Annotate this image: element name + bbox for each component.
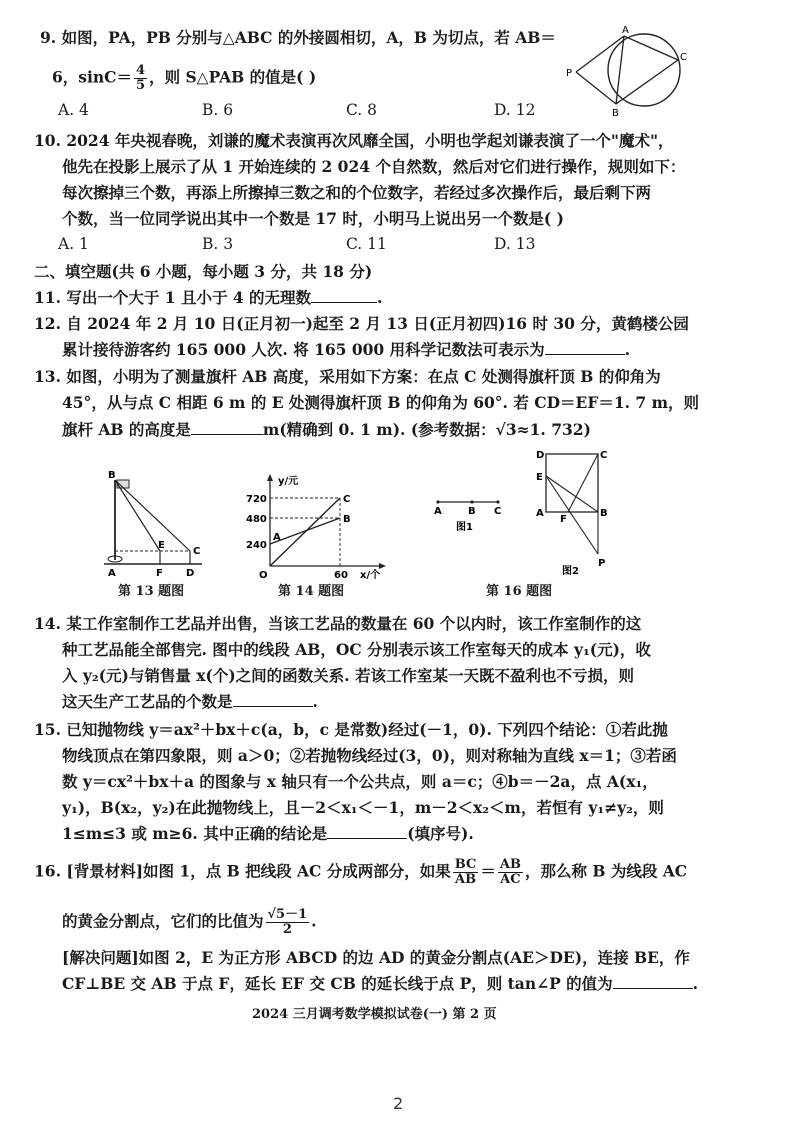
fig14-xlabel: x/个	[360, 570, 381, 580]
fig16-label-f2: F	[560, 514, 567, 525]
q14-line2: 种工艺品能全部售完. 图中的线段 AB，OC 分别表示该工作室每天的成本 y₁(元)，收	[62, 640, 651, 659]
q15-line1: 15. 已知抛物线 y＝ax²＋bx＋c(a，b，c 是常数)经过(－1，0). 下列四个结论：①若此抛	[34, 720, 668, 739]
fig16-label-b: B	[468, 506, 476, 517]
fig16-label-a2: A	[536, 508, 544, 519]
fig16-label-b2: B	[600, 508, 608, 519]
q9-line2-post: ，则 S△PAB 的值是( )	[149, 67, 317, 87]
q10-line4: 个数，当一位同学说出其中一个数是 17 时，小明马上说出另一个数是( )	[62, 209, 564, 228]
q16-line2	[62, 908, 317, 937]
fig13-label-f: F	[156, 568, 163, 578]
fig13-label-b: B	[108, 470, 116, 481]
fig16	[428, 446, 618, 578]
q10-option-c: C. 11	[346, 235, 387, 253]
q16-line2-pre: 的黄金分割点，它们的比值为	[62, 911, 264, 931]
fig14-ytick-720: 720	[246, 494, 267, 505]
fig14-point-c: C	[343, 494, 351, 505]
q14-line3: 入 y₂(元)与销售量 x(个)之间的函数关系. 若该工作室某一天既不盈利也不亏损，则	[62, 666, 634, 685]
q9-option-b: B. 6	[202, 101, 234, 119]
q15-text-b: (填序号).	[407, 824, 474, 843]
q16-frac2-den: AC	[500, 872, 521, 887]
q14-line4: 这天生产工艺品的个数是 .	[62, 692, 318, 711]
q13-line3	[62, 420, 591, 440]
q9-line2-pre: 6，sinC＝	[52, 67, 133, 87]
q11-text: 11. 写出一个大于 1 且小于 4 的无理数	[34, 288, 312, 307]
q16-frac3	[266, 908, 310, 937]
q14-text: 这天生产工艺品的个数是	[62, 692, 233, 711]
q16-frac1-den: AB	[455, 872, 477, 887]
fig13	[98, 466, 208, 578]
q10-option-b: B. 3	[202, 235, 234, 253]
q16-line4: CF⊥BE 交 AB 于点 F，延长 EF 交 CB 的延长线于点 P，则 tan∠P 的值为 .	[62, 974, 699, 993]
q9-figure	[562, 22, 692, 118]
page-number: 2	[393, 1094, 404, 1113]
q12-line1: 12. 自 2024 年 2 月 10 日(正月初一)起至 2 月 13 日(正月初四)16 时 30 分，黄鹤楼公园	[34, 314, 689, 333]
q10-line3: 每次擦掉三个数，再添上所擦掉三数之和的个位数字，若经过多次操作后，最后剩下两	[62, 183, 652, 202]
q16-frac3-num: √5－1	[267, 907, 308, 922]
fig14	[242, 472, 388, 580]
fig16-label-d2: D	[536, 450, 545, 461]
fig16-label-a: A	[434, 506, 442, 517]
fig14-point-b: B	[343, 514, 351, 525]
fig14-xtick-60: 60	[334, 570, 348, 580]
q16-equals: ＝	[480, 861, 496, 881]
q16-line3: [解决问题]如图 2，E 为正方形 ABCD 的边 AD 的黄金分割点(AE＞DE)，连接 BE，作	[62, 948, 690, 967]
fig13-label-d: D	[186, 568, 195, 578]
q16-line1-post: ，那么称 B 为线段 AC	[524, 861, 688, 881]
q9-label-a: A	[622, 25, 629, 36]
fig13-label-c: C	[193, 546, 201, 557]
fig14-ytick-480: 480	[246, 514, 267, 525]
fig13-label-a: A	[108, 568, 116, 578]
fig16-caption: 第 16 题图	[486, 584, 553, 599]
q11-answer-blank[interactable]	[311, 288, 377, 303]
q15-line5	[62, 824, 474, 844]
page-footer: 2024 三月调考数学模拟试卷(一) 第 2 页	[252, 1007, 497, 1022]
fig14-caption: 第 14 题图	[278, 584, 345, 599]
fig14-ylabel: y/元	[278, 476, 299, 487]
fig14-ytick-240: 240	[246, 540, 267, 551]
q9-label-p: P	[566, 68, 573, 79]
q15-text-a: 1≤m≤3 或 m≥6. 其中正确的结论是	[62, 824, 328, 843]
q16-line1	[34, 858, 687, 887]
fig16-fig1-caption: 图1	[456, 522, 473, 533]
q11-line: 11. 写出一个大于 1 且小于 4 的无理数 .	[34, 288, 383, 307]
q16-text: CF⊥BE 交 AB 于点 F，延长 EF 交 CB 的延长线于点 P，则 tan∠P 的值为	[62, 974, 613, 993]
fig14-point-a: A	[273, 532, 281, 543]
q14-answer-blank[interactable]	[233, 692, 313, 707]
q12-answer-blank[interactable]	[545, 340, 625, 355]
q9-line1: 9. 如图，PA，PB 分别与△ABC 的外接圆相切，A，B 为切点，若 AB＝	[40, 28, 556, 47]
q12-text: 累计接待游客约 165 000 人次. 将 165 000 用科学记数法可表示为	[62, 340, 545, 359]
q10-option-a: A. 1	[58, 235, 89, 253]
q16-line1-pre: 16. [背景材料]如图 1，点 B 把线段 AC 分成两部分，如果	[34, 861, 451, 881]
q13-text-b: m(精确到 0. 1 m). (参考数据：√3≈1. 732)	[262, 420, 591, 439]
q15-line3: 数 y＝cx²＋bx＋a 的图象与 x 轴只有一个公共点，则 a＝c；④b＝－2a，点 A(x₁，	[62, 772, 658, 791]
q9-frac-num: 4	[136, 63, 146, 78]
q15-line2: 物线顶点在第四象限，则 a＞0；②若抛物线经过(3，0)，则对称轴为直线 x＝1；③若函	[62, 746, 677, 765]
q9-option-c: C. 8	[346, 101, 378, 119]
q9-frac-den: 5	[136, 78, 146, 93]
q13-line2: 45°，从与点 C 相距 6 m 的 E 处测得旗杆顶 B 的仰角为 60°. 若 CD＝EF＝1. 7 m，则	[62, 393, 699, 412]
q16-frac1-num: BC	[454, 857, 477, 872]
q9-option-d: D. 12	[494, 101, 536, 119]
q16-answer-blank[interactable]	[613, 974, 693, 989]
fig16-label-e2: E	[536, 472, 543, 483]
q12-line2: 累计接待游客约 165 000 人次. 将 165 000 用科学记数法可表示为 .	[62, 340, 630, 359]
q16-frac1	[453, 858, 479, 887]
q13-text-a: 旗杆 AB 的高度是	[62, 420, 191, 439]
q10-line1: 10. 2024 年央视春晚，刘谦的魔术表演再次风靡全国，小明也学起刘谦表演了一个"魔术"，	[34, 131, 674, 150]
q9-label-c: C	[680, 52, 687, 63]
q9-option-a: A. 4	[58, 101, 89, 119]
q14-line1: 14. 某工作室制作工艺品并出售，当该工艺品的数量在 60 个以内时，该工作室制作的这	[34, 614, 642, 633]
q15-answer-blank[interactable]	[327, 824, 407, 839]
section-2-heading: 二、填空题(共 6 小题，每小题 3 分，共 18 分)	[34, 262, 373, 281]
q9-label-b: B	[612, 108, 619, 118]
q10-option-d: D. 13	[494, 235, 536, 253]
q9-line2	[52, 64, 316, 93]
q16-frac2	[498, 858, 523, 887]
q16-frac2-num: AB	[499, 857, 521, 872]
q16-line2-post: .	[311, 911, 317, 931]
fig13-label-e: E	[158, 540, 165, 551]
fig16-fig2-caption: 图2	[562, 566, 579, 577]
fig16-label-p2: P	[598, 558, 606, 569]
fig13-caption: 第 13 题图	[118, 584, 185, 599]
fig14-origin: O	[259, 570, 268, 580]
q13-line1: 13. 如图，小明为了测量旗杆 AB 高度，采用如下方案：在点 C 处测得旗杆顶 B 的仰角为	[34, 367, 661, 386]
fig16-label-c: C	[494, 506, 502, 517]
q10-line2: 他先在投影上展示了从 1 开始连续的 2 024 个自然数，然后对它们进行操作，规则如下：	[62, 157, 686, 176]
fig16-label-c2: C	[600, 450, 608, 461]
q16-frac3-den: 2	[282, 922, 292, 937]
q13-answer-blank[interactable]	[191, 420, 263, 435]
q9-fraction	[134, 64, 147, 93]
q15-line4: y₁)，B(x₂，y₂)在此抛物线上，且－2＜x₁＜－1，m－2＜x₂＜m，若恒有 y₁≠y₂，则	[62, 798, 664, 817]
